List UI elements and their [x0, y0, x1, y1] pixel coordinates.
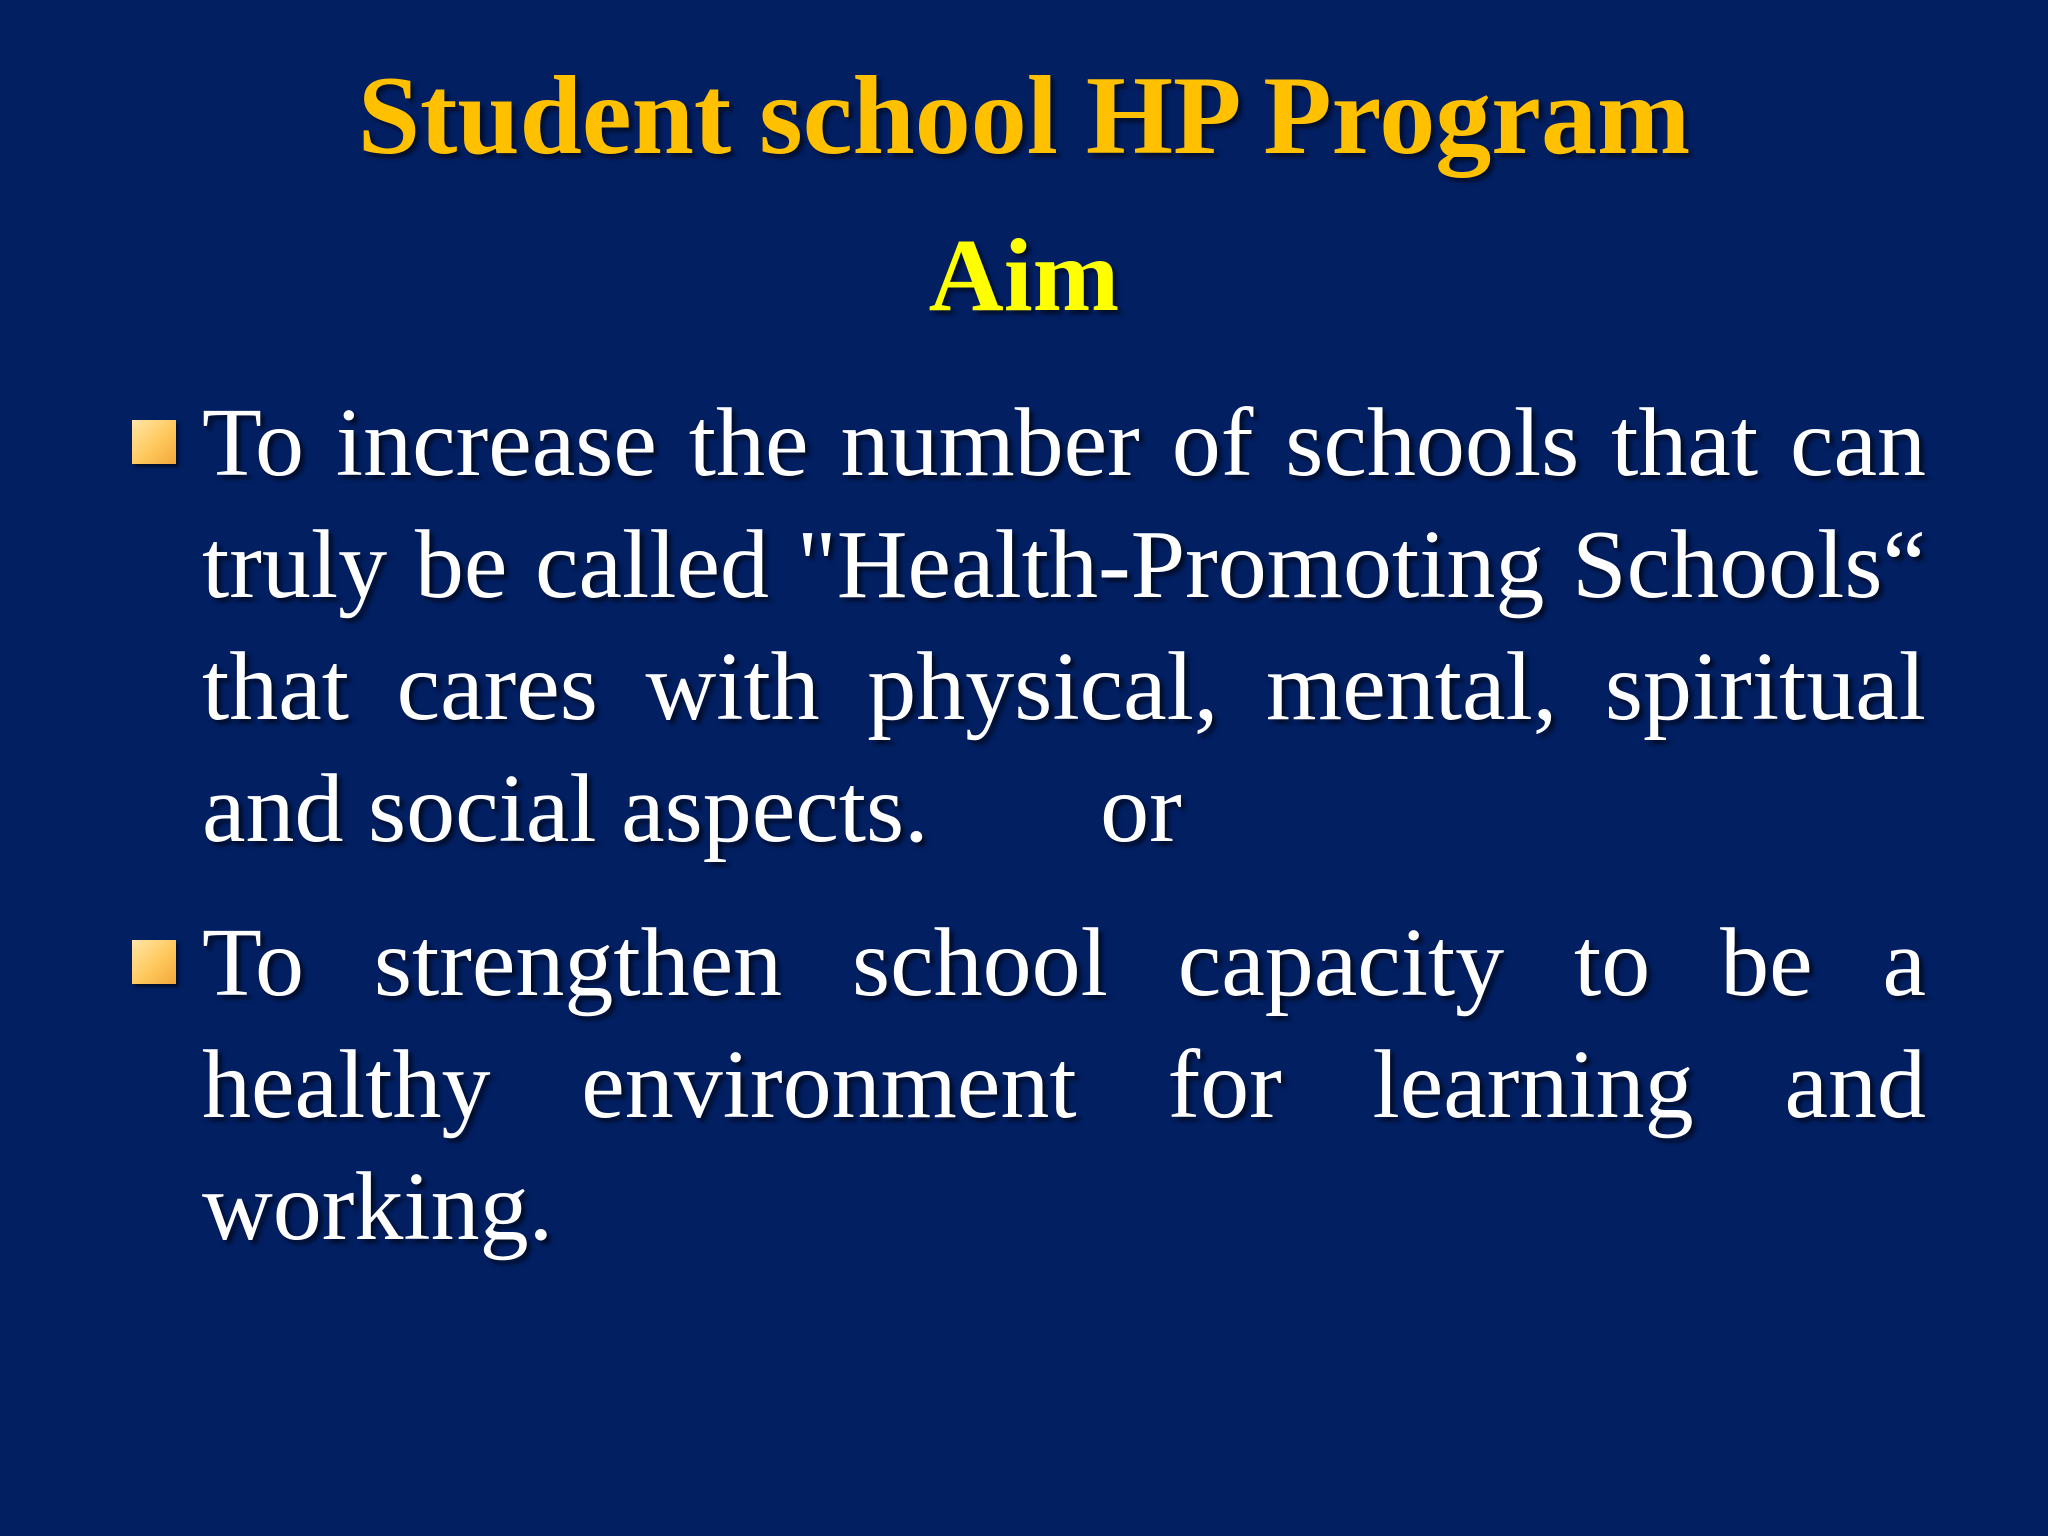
bullet-text-2: To strengthen school capacity to be a healthy environment for learning and working.	[202, 909, 1951, 1261]
bullet-item-2	[130, 902, 1951, 1268]
bullet-text-1: To increase the number of schools that can truly be called "Health-Promoting Schools“ that cares with physical, mental, spiritual and social aspects. or	[202, 389, 1951, 863]
square-bullet-icon	[132, 420, 176, 464]
square-bullet-icon	[132, 940, 176, 984]
bullet-list	[130, 382, 1951, 1300]
slide-subtitle: Aim	[928, 218, 1120, 333]
slide-title: Student school HP Program	[357, 54, 1691, 178]
bullet-item-1	[130, 382, 1951, 870]
